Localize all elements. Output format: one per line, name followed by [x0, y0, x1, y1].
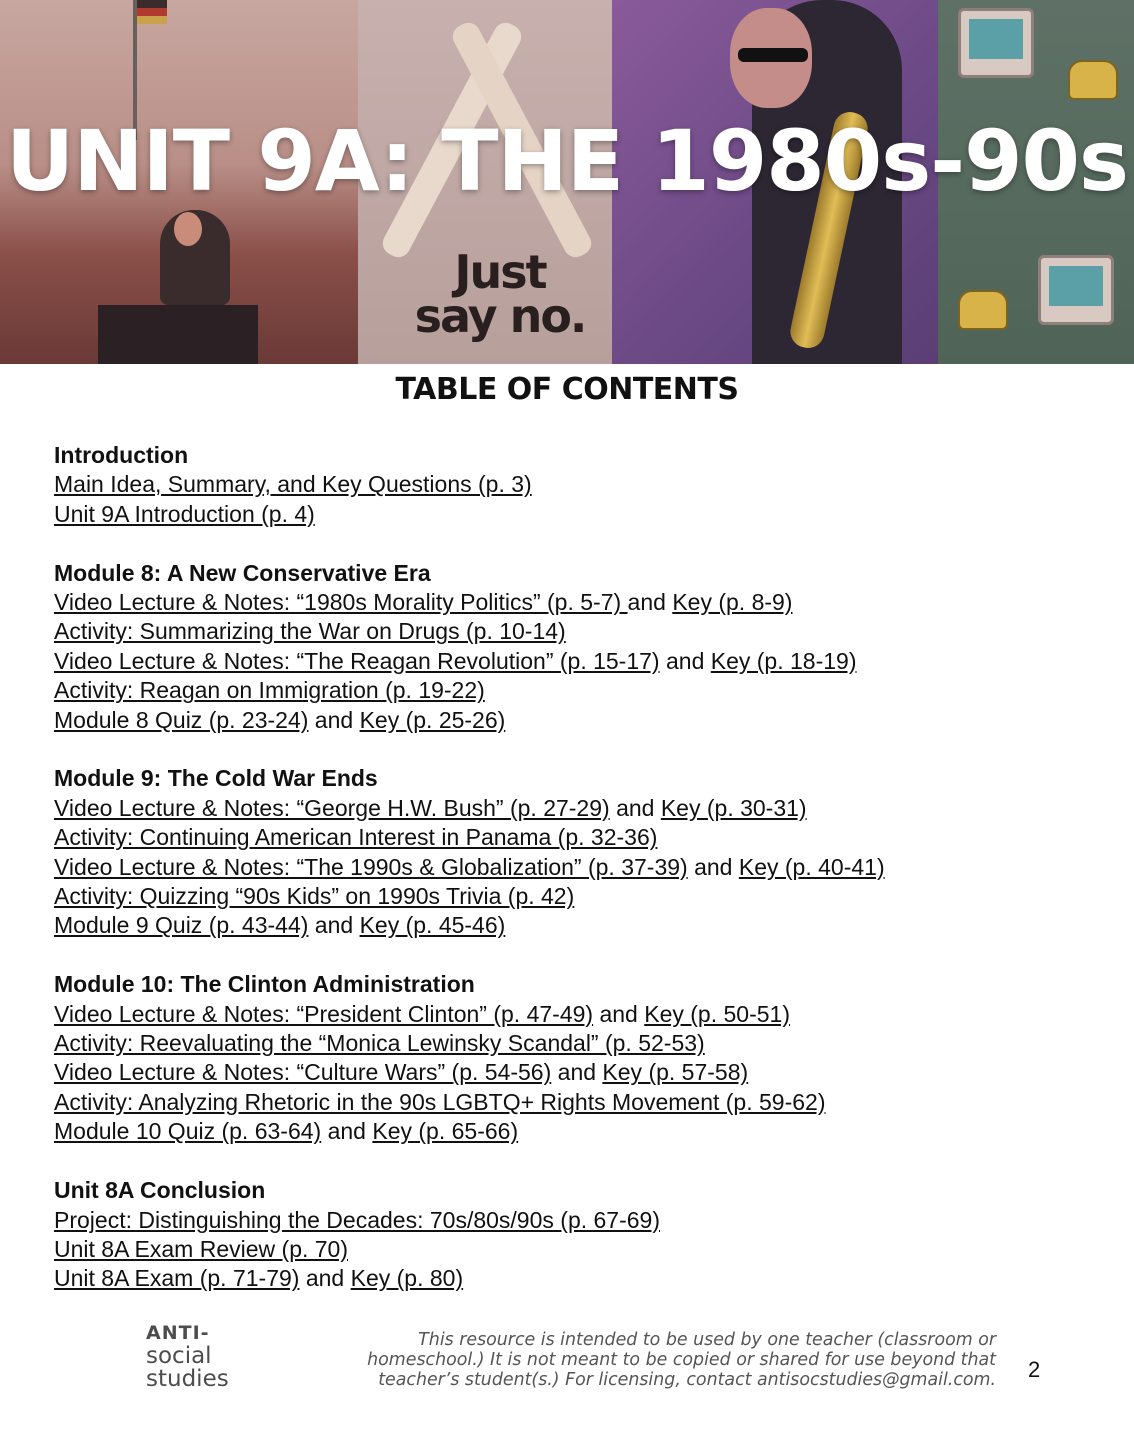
answer-key-link[interactable]: Key (p. 25-26): [359, 706, 506, 733]
toc-entry: [54, 911, 1094, 940]
and-connector: [694, 854, 732, 880]
answer-key-link[interactable]: Key (p. 57-58): [602, 1059, 749, 1086]
toc-entry: [54, 706, 1094, 735]
section-heading: Unit 8A Conclusion: [54, 1177, 266, 1204]
toc-entry: [54, 470, 1094, 499]
and-text: and: [557, 1059, 597, 1086]
toc-link[interactable]: Video Lecture & Notes: “George H.W. Bush” (p. 27-29): [54, 794, 610, 821]
poster-text: Just say no.: [414, 245, 586, 343]
toc-entry: [54, 794, 1094, 823]
table-of-contents: [54, 441, 1094, 1323]
toc-link[interactable]: Activity: Quizzing “90s Kids” on 1990s Trivia (p. 42): [54, 883, 575, 910]
and-connector: [328, 1118, 366, 1144]
and-connector: [315, 707, 353, 733]
toc-link[interactable]: Activity: Reagan on Immigration (p. 19-22): [54, 677, 485, 704]
toc-entry: [54, 1206, 1094, 1235]
and-text: and: [665, 647, 705, 674]
toc-link[interactable]: Video Lecture & Notes: “President Clinton” (p. 47-49): [54, 1000, 594, 1027]
and-connector: [315, 912, 353, 938]
toc-section: [54, 970, 1094, 1146]
and-connector: [558, 1059, 596, 1085]
and-text: and: [327, 1118, 366, 1145]
toc-link[interactable]: Module 10 Quiz (p. 63-64): [54, 1118, 322, 1145]
toc-entry: [54, 823, 1094, 852]
and-connector: [599, 1001, 637, 1027]
toc-entry: [54, 500, 1094, 529]
toc-link[interactable]: Video Lecture & Notes: “1980s Morality Politics” (p. 5-7): [54, 589, 628, 616]
and-connector: [666, 648, 704, 674]
answer-key-link[interactable]: Key (p. 8-9): [672, 589, 793, 616]
and-text: and: [627, 589, 666, 616]
toc-heading: TABLE OF CONTENTS: [395, 372, 739, 407]
answer-key-link[interactable]: Key (p. 30-31): [660, 794, 807, 821]
section-heading: Introduction: [54, 442, 189, 468]
and-connector: [306, 1265, 344, 1291]
toc-entry: [54, 1029, 1094, 1058]
toc-link[interactable]: Project: Distinguishing the Decades: 70s/80s/90s (p. 67-69): [54, 1206, 660, 1233]
toc-link[interactable]: Activity: Analyzing Rhetoric in the 90s LGBTQ+ Rights Movement (p. 59-62): [54, 1088, 826, 1115]
toc-entry: [54, 882, 1094, 911]
toc-entry: [54, 1264, 1094, 1293]
and-connector: [616, 795, 654, 821]
section-heading: Module 10: The Clinton Administration: [54, 971, 475, 998]
and-text: and: [314, 912, 354, 939]
answer-key-link[interactable]: Key (p. 80): [350, 1265, 464, 1292]
answer-key-link[interactable]: Key (p. 50-51): [644, 1000, 790, 1027]
answer-key-link[interactable]: Key (p. 18-19): [710, 647, 857, 674]
toc-link[interactable]: Module 9 Quiz (p. 43-44): [54, 912, 309, 939]
toc-link[interactable]: Module 8 Quiz (p. 23-24): [54, 706, 309, 733]
and-text: and: [616, 794, 655, 821]
toc-link[interactable]: Unit 9A Introduction (p. 4): [54, 500, 315, 527]
toc-link[interactable]: Activity: Reevaluating the “Monica Lewinsky Scandal” (p. 52-53): [54, 1030, 705, 1057]
toc-link[interactable]: Activity: Summarizing the War on Drugs (p. 10-14): [54, 618, 566, 645]
toc-entry: [54, 1117, 1094, 1146]
toc-link[interactable]: Unit 8A Exam (p. 71-79): [54, 1265, 300, 1292]
answer-key-link[interactable]: Key (p. 45-46): [359, 912, 506, 939]
and-text: and: [694, 853, 733, 880]
toc-link[interactable]: Video Lecture & Notes: “Culture Wars” (p. 54-56): [54, 1059, 552, 1086]
and-text: and: [305, 1265, 345, 1292]
and-text: and: [314, 706, 354, 733]
toc-section: [54, 1176, 1094, 1294]
toc-entry: [54, 853, 1094, 882]
toc-entry: [54, 676, 1094, 705]
toc-entry: [54, 1235, 1094, 1264]
and-connector: [628, 589, 666, 615]
toc-entry: [54, 1088, 1094, 1117]
licensing-note: This resource is intended to be used by one teacher (classroom or homeschool.) It is not meant to be copied or shared for use beyond that teacher’s student(s.) For licensing, contact antisocstudies@gmail.com.: [367, 1330, 996, 1390]
and-text: and: [599, 1000, 638, 1027]
antisocial-studies-logo: ANTI- social studies: [146, 1322, 229, 1392]
toc-entry: [54, 588, 1094, 617]
toc-entry: [54, 617, 1094, 646]
page-number: 2: [1028, 1357, 1041, 1382]
toc-link[interactable]: Video Lecture & Notes: “The 1990s & Globalization” (p. 37-39): [54, 853, 688, 880]
toc-link[interactable]: Activity: Continuing American Interest in Panama (p. 32-36): [54, 824, 658, 851]
unit-title: UNIT 9A: THE 1980s-90s: [6, 112, 1128, 210]
toc-entry: [54, 1058, 1094, 1087]
toc-link[interactable]: Unit 8A Exam Review (p. 70): [54, 1235, 349, 1262]
toc-link[interactable]: Main Idea, Summary, and Key Questions (p. 3): [54, 471, 532, 498]
toc-section: [54, 559, 1094, 735]
toc-section: [54, 764, 1094, 940]
section-heading: Module 9: The Cold War Ends: [54, 765, 378, 792]
section-heading: Module 8: A New Conservative Era: [54, 559, 431, 586]
answer-key-link[interactable]: Key (p. 65-66): [372, 1118, 519, 1145]
toc-section: [54, 441, 1094, 529]
toc-entry: [54, 647, 1094, 676]
toc-entry: [54, 1000, 1094, 1029]
answer-key-link[interactable]: Key (p. 40-41): [738, 853, 885, 880]
toc-link[interactable]: Video Lecture & Notes: “The Reagan Revolution” (p. 15-17): [54, 647, 660, 674]
header-banner: [0, 0, 1134, 364]
